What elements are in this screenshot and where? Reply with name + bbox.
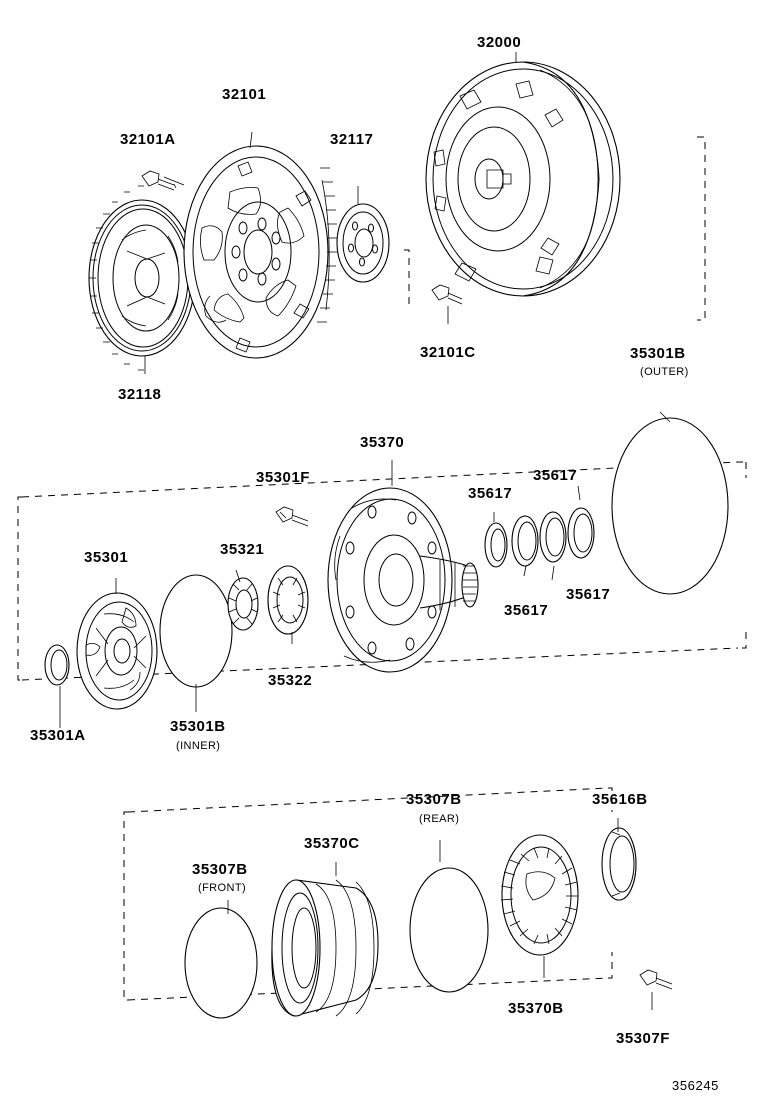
part-label-35322: 35322 — [268, 672, 313, 689]
part-35301 — [77, 593, 157, 709]
part-label-35307B-rear: 35307B — [406, 791, 462, 808]
part-label-35301A: 35301A — [30, 727, 86, 744]
part-label-35370B: 35370B — [508, 1000, 564, 1017]
part-label-35321: 35321 — [220, 541, 265, 558]
part-label-35307B-front: 35307B — [192, 861, 248, 878]
part-label-35370C: 35370C — [304, 835, 360, 852]
part-35370 — [328, 488, 478, 672]
part-label-35617-bottom-right: 35617 — [566, 586, 611, 603]
part-note-35301B-inner: (INNER) — [176, 740, 221, 752]
part-35321 — [228, 578, 258, 630]
part-35307B-front — [185, 908, 257, 1018]
part-35322 — [268, 566, 308, 634]
part-label-35307F: 35307F — [616, 1030, 670, 1047]
part-label-35301B-outer: 35301B — [630, 345, 686, 362]
part-35617-group — [485, 508, 594, 567]
part-35370C — [272, 880, 378, 1016]
part-label-35617-bottom-left: 35617 — [504, 602, 549, 619]
part-32101C — [432, 285, 462, 304]
group-torque-converter — [89, 52, 705, 374]
part-label-32118: 32118 — [118, 386, 162, 403]
part-label-35301B-inner: 35301B — [170, 718, 226, 735]
part-32101A — [142, 171, 176, 190]
part-32118 — [89, 186, 195, 370]
part-note-35307B-front: (FRONT) — [198, 882, 247, 894]
figure-code: 356245 — [672, 1078, 719, 1093]
part-35301B-inner — [160, 575, 232, 687]
part-label-32101C: 32101C — [420, 344, 476, 361]
part-note-35307B-rear: (REAR) — [419, 813, 460, 825]
part-label-32117: 32117 — [330, 131, 374, 148]
part-label-35617-left: 35617 — [468, 485, 513, 502]
part-32101 — [184, 146, 337, 358]
group-clutch-drum — [124, 788, 672, 1018]
part-35301B-outer — [612, 418, 728, 594]
part-35301A — [45, 645, 69, 685]
part-label-35617-top-right: 35617 — [533, 467, 578, 484]
part-label-35370: 35370 — [360, 434, 405, 451]
group-oil-pump — [18, 412, 746, 728]
part-35307F — [640, 970, 672, 989]
part-35616B — [602, 828, 636, 900]
part-35370B — [501, 835, 578, 955]
part-32117 — [337, 204, 389, 282]
part-note-35301B-outer: (OUTER) — [640, 366, 689, 378]
part-35307B-rear — [410, 868, 488, 992]
part-label-32101A: 32101A — [120, 131, 176, 148]
part-label-32000: 32000 — [477, 34, 522, 51]
part-label-35301F: 35301F — [256, 469, 310, 486]
part-label-35616B: 35616B — [592, 791, 648, 808]
part-35301F — [276, 507, 308, 526]
part-label-35301: 35301 — [84, 549, 129, 566]
part-label-32101: 32101 — [222, 86, 267, 103]
part-32000 — [426, 62, 620, 296]
